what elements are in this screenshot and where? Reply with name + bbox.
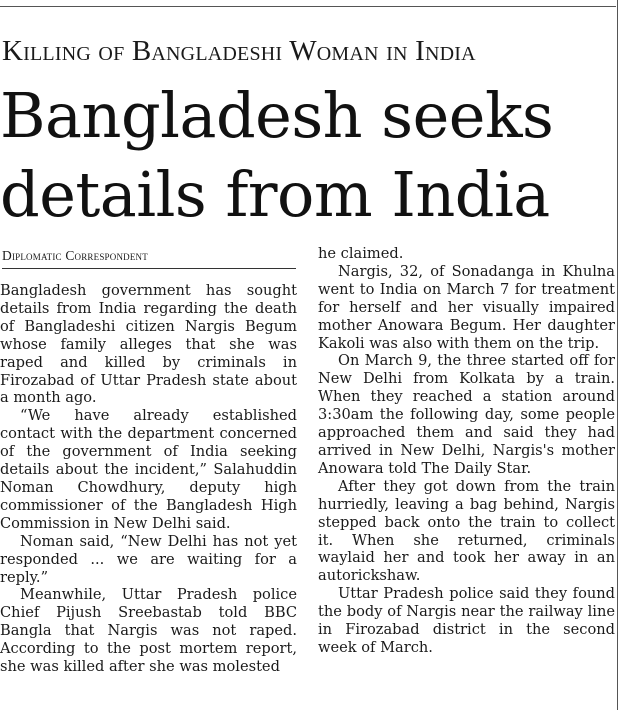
article-column-right [318, 245, 615, 657]
top-rule [0, 6, 616, 7]
article-column-left [0, 282, 297, 676]
paragraph: Bangladesh government has sought details from India regarding the death of Bangladeshi citizen Nargis Begum whose family alleges that she was raped and killed by criminals in Firozabad of Uttar Pradesh state about a month ago. [0, 282, 297, 407]
paragraph: “We have already established contact with the department concerned of the government of India seeking details about the incident,” Salahuddin Noman Chowdhury, deputy high commissioner of the Bangladesh High Commission in New Delhi said. [0, 407, 297, 532]
byline-rule [2, 268, 296, 269]
paragraph: Nargis, 32, of Sonadanga in Khulna went to India on March 7 for treatment for herself and her visually impaired mother Anowara Begum. Her daughter Kakoli was also with them on the trip. [318, 262, 615, 352]
paragraph: he claimed. [318, 245, 404, 262]
column-rule [617, 0, 618, 710]
paragraph: Noman said, “New Delhi has not yet responded ... we are waiting for a reply.” [0, 532, 297, 586]
paragraph: Meanwhile, Uttar Pradesh police Chief Pijush Sreebastab told BBC Bangla that Nargis was not raped. According to the post mortem report, she was killed after she was molested [0, 586, 297, 676]
headline [0, 76, 612, 234]
byline: Diplomatic Correspondent [2, 248, 148, 263]
paragraph: On March 9, the three started off for New Delhi from Kolkata by a train. When they reached a station around 3:30am the following day, some people approached them and said they had arrived in New Delhi, Nargis's mother Anowara told The Daily Star. [318, 352, 615, 477]
headline-line-2: details from India [0, 158, 550, 231]
paragraph: Uttar Pradesh police said they found the body of Nargis near the railway line in Firozabad district in the second week of March. [318, 585, 615, 656]
headline-line-1: Bangladesh seeks [0, 79, 554, 152]
paragraph: After they got down from the train hurriedly, leaving a bag behind, Nargis stepped back onto the train to collect it. When she returned, criminals waylaid her and took her away in an autorickshaw. [318, 477, 615, 585]
kicker: Killing of Bangladeshi Woman in India [2, 35, 476, 67]
